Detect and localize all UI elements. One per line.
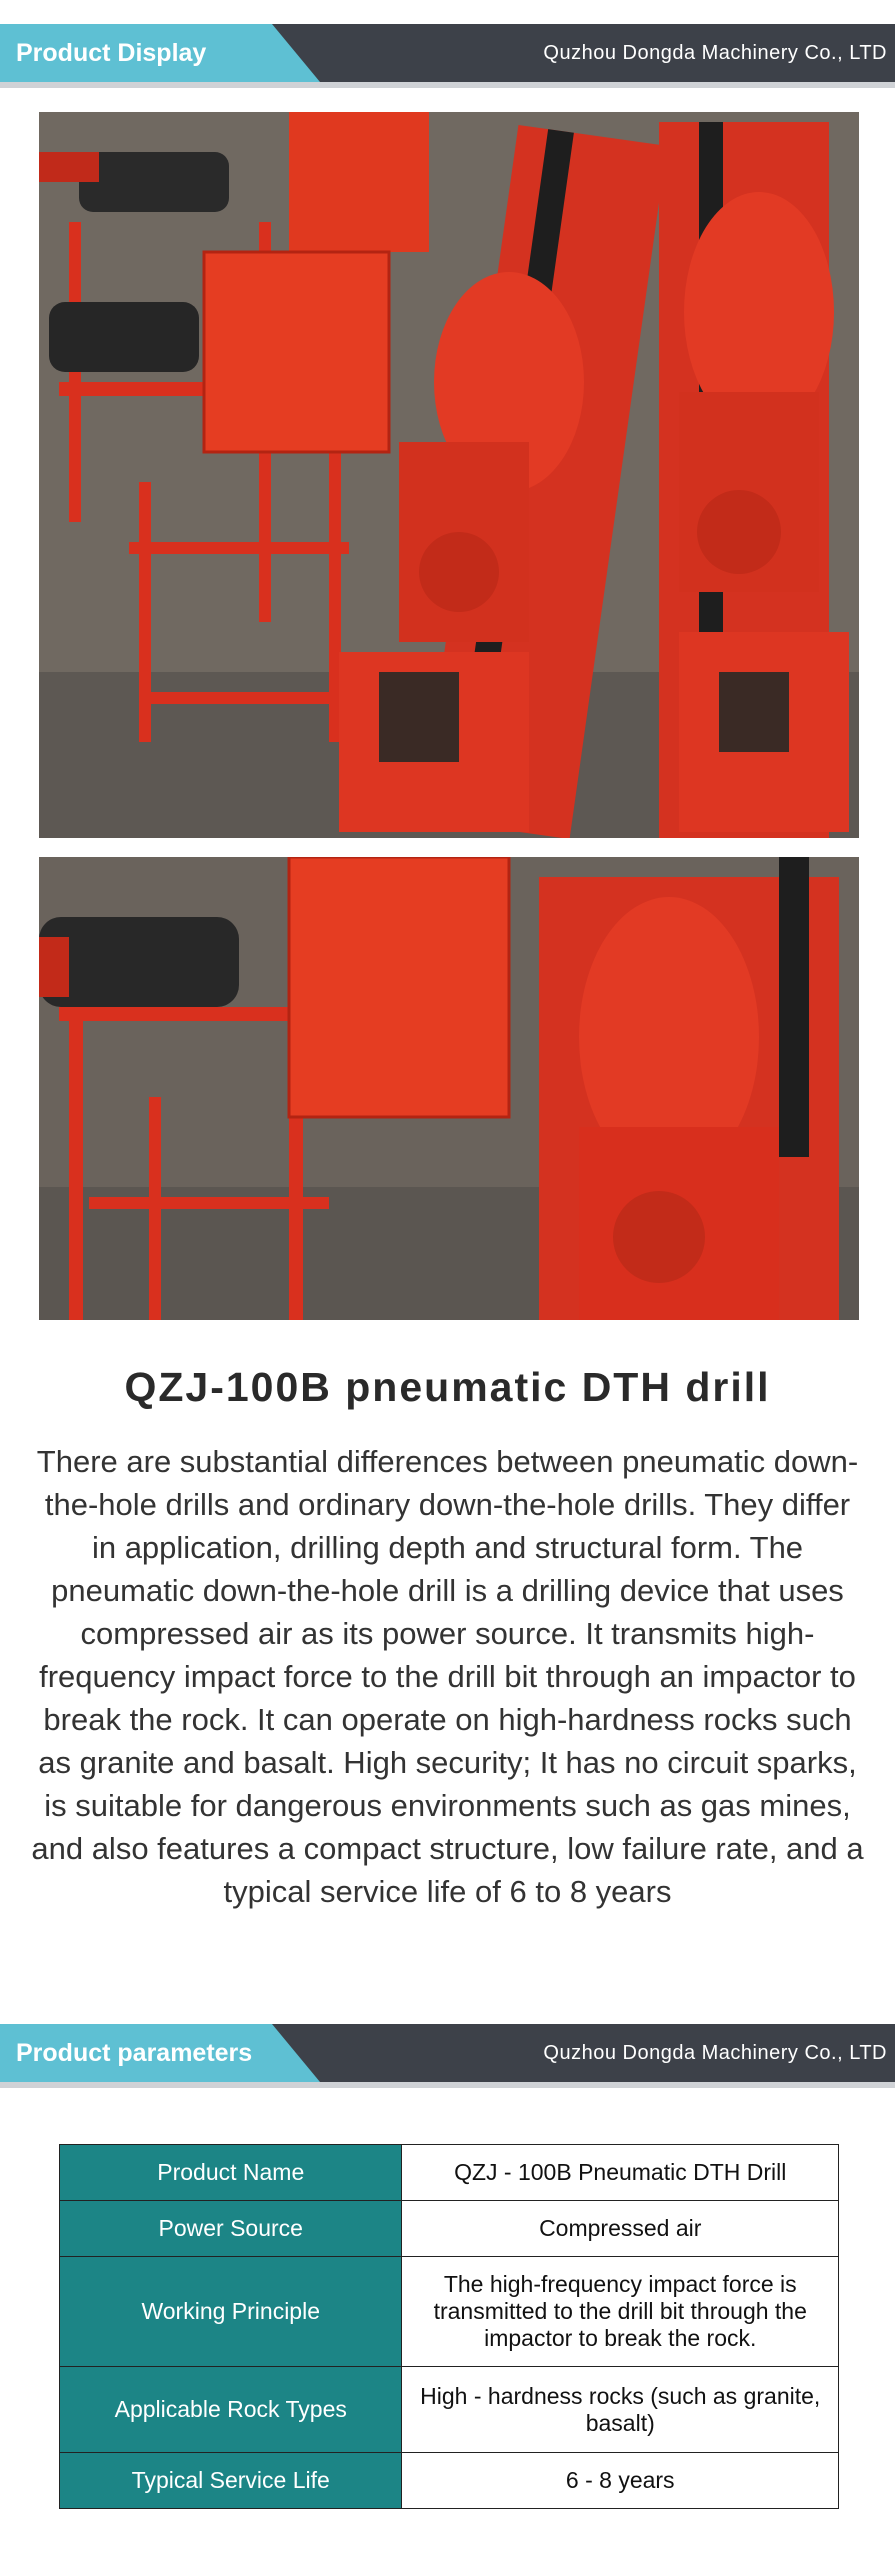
param-value: 6 - 8 years: [402, 2453, 839, 2509]
product-photo-overview: [39, 112, 859, 838]
section-bar-shadow: [0, 2082, 895, 2088]
param-value: QZJ - 100B Pneumatic DTH Drill: [402, 2145, 839, 2201]
table-row: [60, 2145, 839, 2201]
section-header-params: [0, 2024, 895, 2082]
param-value: Compressed air: [402, 2201, 839, 2257]
parameters-table: [59, 2144, 839, 2509]
section-title: Product Display: [16, 39, 207, 67]
product-description: There are substantial differences between pneumatic down-the-hole drills and ordinary down-the-hole drills. They differ in application, drilling depth and structural form. The pneumatic down-the-hole drill is a drilling device that uses compressed air as its power source. It transmits high-frequency impact force to the drill bit through an impactor to break the rock. It can operate on high-hardness rocks such as granite and basalt. High security; It has no circuit sparks, is suitable for dangerous environments such as gas mines, and also features a compact structure, low failure rate, and a typical service life of 6 to 8 years: [31, 1444, 864, 1909]
param-value: The high-frequency impact force is transmitted to the drill bit through the impactor to break the rock.: [402, 2257, 839, 2367]
table-row: [60, 2257, 839, 2367]
company-name: Quzhou Dongda Machinery Co., LTD: [543, 42, 887, 64]
param-label: Product Name: [60, 2145, 402, 2201]
section-header-display: [0, 24, 895, 82]
drills-overview-image: [39, 112, 859, 838]
drill-closeup-image: [39, 857, 859, 1320]
param-value: High - hardness rocks (such as granite, basalt): [402, 2367, 839, 2453]
param-label: Applicable Rock Types: [60, 2367, 402, 2453]
product-title: QZJ-100B pneumatic DTH drill: [124, 1364, 771, 1410]
section-title: Product parameters: [16, 2039, 253, 2067]
product-photo-closeup: [39, 857, 859, 1320]
param-label: Working Principle: [60, 2257, 402, 2367]
table-row: [60, 2201, 839, 2257]
table-row: [60, 2367, 839, 2453]
param-label: Power Source: [60, 2201, 402, 2257]
section-bar-shadow: [0, 82, 895, 88]
param-label: Typical Service Life: [60, 2453, 402, 2509]
table-row: [60, 2453, 839, 2509]
company-name: Quzhou Dongda Machinery Co., LTD: [543, 2042, 887, 2064]
